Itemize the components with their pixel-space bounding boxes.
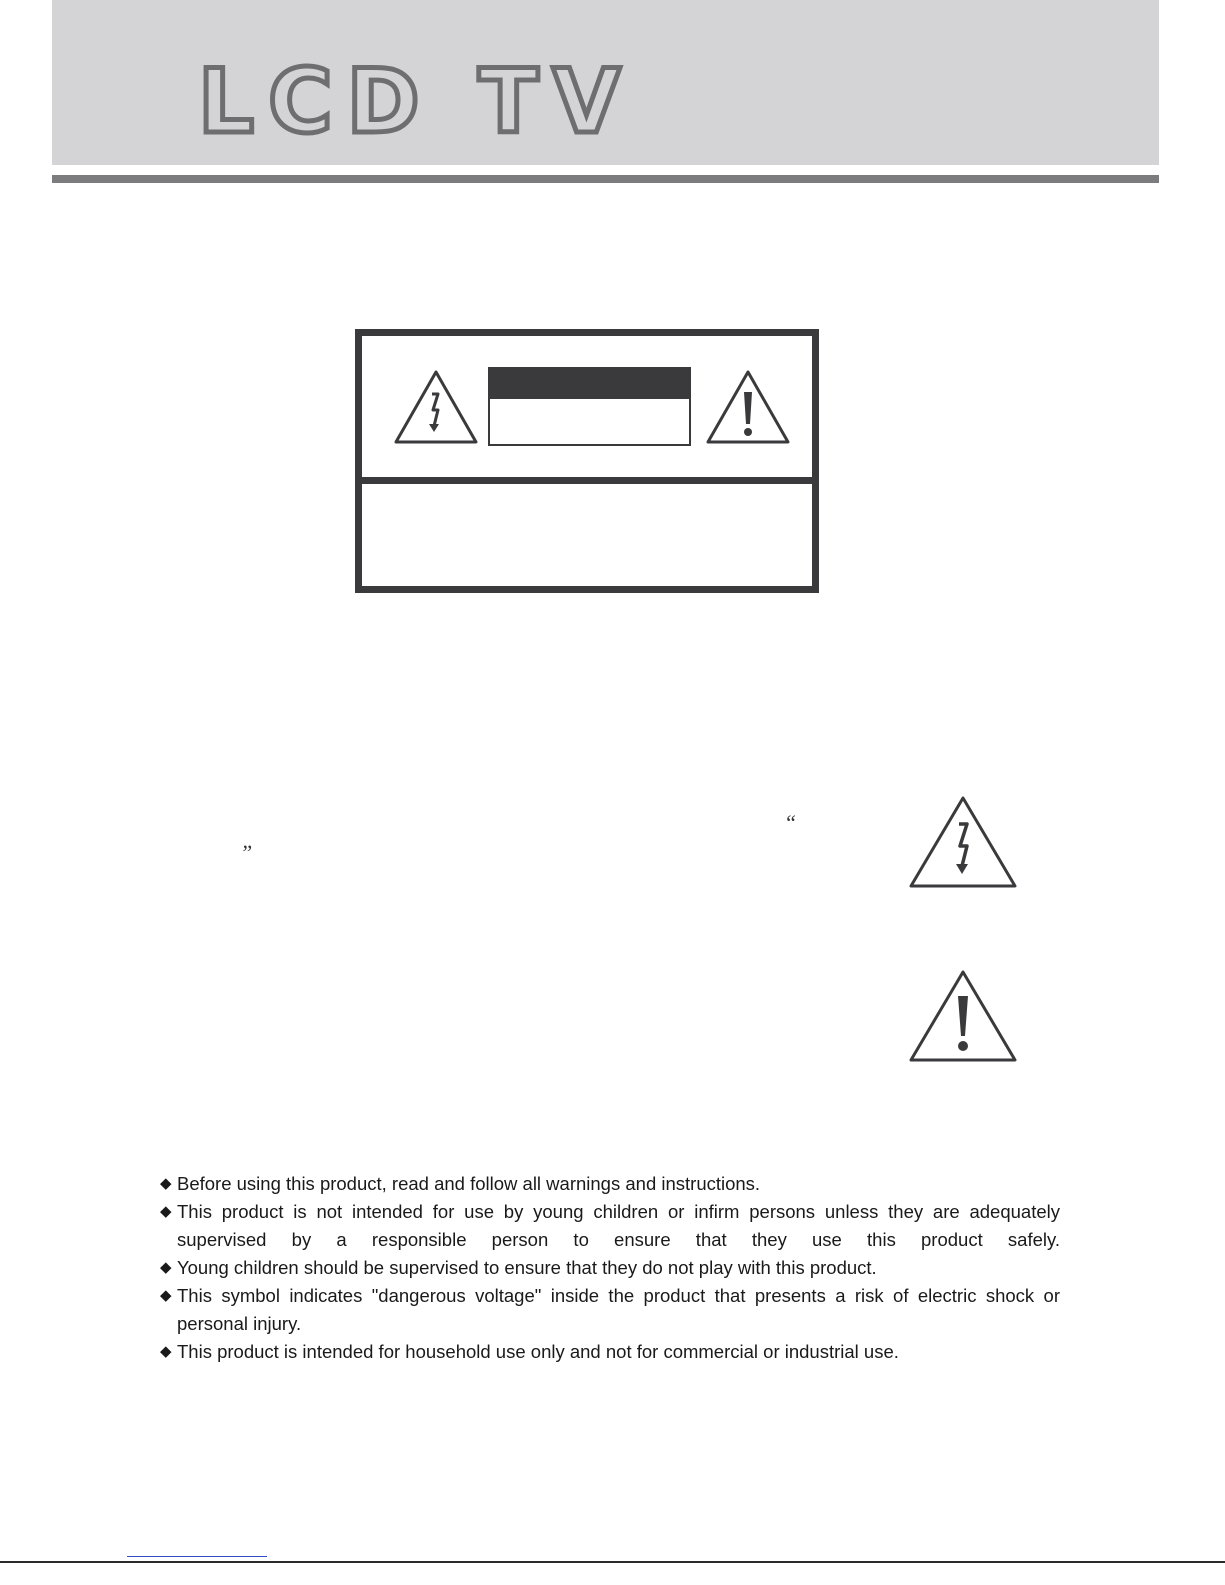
caution-label [488,367,691,446]
list-item [160,1338,1060,1366]
open-quote-mark: “ [784,810,797,835]
list-item [160,1282,1060,1338]
diamond-bullet-icon: ◆ [160,1259,172,1276]
caution-divider [362,477,812,484]
diamond-bullet-icon: ◆ [160,1203,172,1220]
close-quote-mark: ” [240,840,253,865]
list-item [160,1198,1060,1254]
diamond-bullet-icon: ◆ [160,1287,172,1304]
list-item [160,1254,1060,1282]
lightning-bolt-warning-icon [392,368,480,448]
note-text: This symbol indicates "dangerous voltage" inside the product that presents a risk of electric shock or personal injury. [177,1285,1060,1334]
diamond-bullet-icon: ◆ [160,1343,172,1360]
list-item [160,1170,1060,1198]
note-text: This product is intended for household use only and not for commercial or industrial use. [177,1341,899,1362]
safety-notes-list [160,1170,1060,1366]
exclamation-warning-icon [704,368,792,448]
note-text: Before using this product, read and follow all warnings and instructions. [177,1173,761,1194]
diamond-bullet-icon: ◆ [160,1175,172,1192]
header-rule [52,175,1159,183]
footer-rule [0,1561,1225,1563]
page-title: LCD TV [198,50,635,153]
footer-link-underline[interactable] [127,1556,267,1557]
caution-box [355,329,819,593]
caution-label-band [490,369,689,399]
note-text: Young children should be supervised to ensure that they do not play with this product. [177,1257,877,1278]
lightning-bolt-warning-icon [907,794,1019,893]
exclamation-warning-icon [907,968,1019,1067]
note-text: This product is not intended for use by young children or infirm persons unless they are adequately supervised by a responsible person to ensure that they use this product safely. [177,1201,1060,1250]
